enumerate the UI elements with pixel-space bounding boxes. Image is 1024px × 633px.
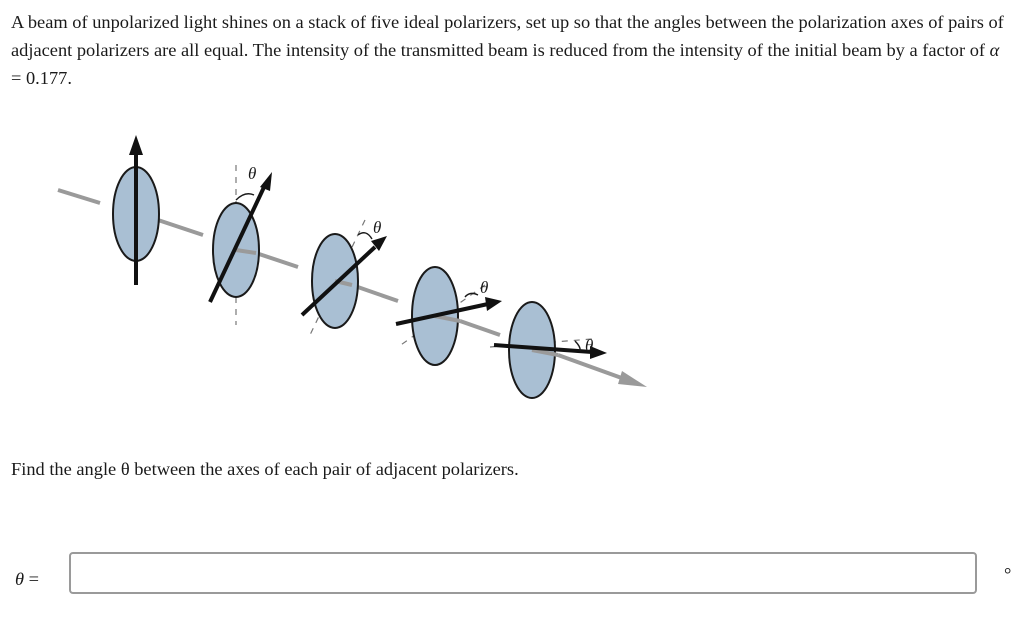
beam-axis-4 (460, 321, 500, 335)
polarizer-1-arrowhead (129, 135, 143, 155)
angle-label-4: θ (585, 336, 594, 355)
theta-symbol: θ (15, 569, 25, 589)
beam-axis-2 (256, 253, 298, 267)
angle-label-1: θ (248, 164, 257, 183)
angle-label-2: θ (373, 218, 382, 237)
beam-axis-3 (352, 285, 398, 301)
alpha-symbol: α (989, 40, 1000, 60)
problem-statement (11, 8, 1011, 92)
polarizer-stack-figure (40, 125, 680, 415)
beam-arrowhead (618, 371, 647, 387)
polarizer-2-angle-arc (236, 194, 254, 200)
polarizer-4-arrowhead (485, 297, 502, 311)
beam-axis-1 (158, 220, 203, 235)
beam-axis-start (58, 190, 100, 203)
problem-text-main: A beam of unpolarized light shines on a stack of five ideal polarizers, set up so that the angles between the polarization axes of pairs of adjacent polarizers are all equal. The intensity of the transmitted beam is reduced from the intensity of the initial beam by a factor of (11, 12, 1004, 60)
angle-label-3: θ (480, 278, 489, 297)
beam-axis-end (558, 355, 630, 381)
question-prompt: Find the angle θ between the axes of each pair of adjacent polarizers. (11, 459, 519, 479)
polarizer-3-angle-arc (358, 233, 372, 239)
degree-unit: ° (1004, 564, 1012, 584)
equals-sign: = (24, 569, 40, 589)
alpha-value: = 0.177. (11, 68, 72, 88)
answer-input[interactable] (69, 552, 977, 594)
answer-label (15, 565, 39, 593)
